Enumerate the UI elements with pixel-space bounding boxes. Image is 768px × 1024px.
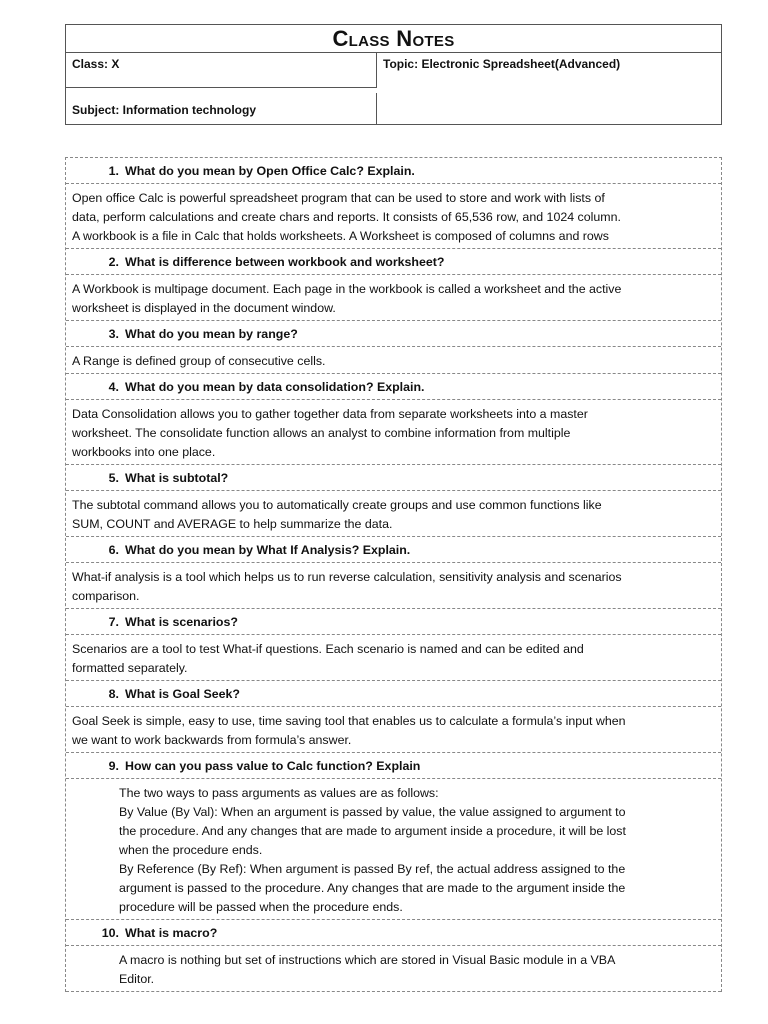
question-row: [66, 920, 721, 946]
answer-line: SUM, COUNT and AVERAGE to help summarize the data.: [72, 517, 393, 531]
question-number: 3.: [108, 327, 119, 341]
answer-line: worksheet. The consolidate function allows an analyst to combine information from multiple: [72, 426, 571, 440]
answer-cell: [66, 347, 721, 374]
question-text: What is scenarios?: [125, 615, 238, 629]
answer-line: By Value (By Val): When an argument is passed by value, the value assigned to argument to: [119, 805, 626, 819]
answer-line: Data Consolidation allows you to gather together data from separate worksheets into a master: [72, 407, 588, 421]
question-row: [66, 465, 721, 491]
answer-cell: [66, 400, 721, 465]
answer-cell: [66, 779, 721, 920]
answer-line: workbooks into one place.: [72, 445, 216, 459]
class-label: Class: X: [66, 53, 377, 88]
question-row: [66, 681, 721, 707]
question-row: [66, 374, 721, 400]
topic-label: Topic: Electronic Spreadsheet(Advanced): [383, 57, 621, 71]
answer-cell: [66, 275, 721, 321]
question-text: What is macro?: [125, 926, 218, 940]
answer-line: formatted separately.: [72, 661, 188, 675]
question-number: 4.: [108, 380, 119, 394]
question-number: 1.: [108, 164, 119, 178]
answer-line: A Workbook is multipage document. Each page in the workbook is called a worksheet and the active: [72, 282, 622, 296]
question-number: 8.: [108, 687, 119, 701]
question-row: [66, 753, 721, 779]
answer-line: The subtotal command allows you to automatically create groups and use common functions like: [72, 498, 602, 512]
answer-cell: [66, 491, 721, 537]
answer-line: A macro is nothing but set of instructions which are stored in Visual Basic module in a VBA: [119, 953, 616, 967]
answer-line: By Reference (By Ref): When argument is passed By ref, the actual address assigned to the: [119, 862, 626, 876]
question-row: [66, 249, 721, 275]
question-row: [66, 609, 721, 635]
question-number: 6.: [108, 543, 119, 557]
question-number: 10.: [101, 926, 119, 940]
answer-line: A Range is defined group of consecutive cells.: [72, 354, 326, 368]
subject-label: Subject: Information technology: [66, 93, 377, 124]
answer-line: Open office Calc is powerful spreadsheet program that can be used to store and work with lists of: [72, 191, 605, 205]
answer-line: The two ways to pass arguments as values are as follows:: [119, 786, 439, 800]
answer-line: the procedure. And any changes that are made to argument inside a procedure, it will be lost: [119, 824, 626, 838]
question-text: What do you mean by data consolidation? Explain.: [125, 380, 425, 394]
question-row: [66, 158, 721, 184]
question-number: 5.: [108, 471, 119, 485]
answer-cell: [66, 635, 721, 681]
answer-line: we want to work backwards from formula’s answer.: [72, 733, 352, 747]
question-number: 2.: [108, 255, 119, 269]
question-number: 9.: [108, 759, 119, 773]
answer-line: comparison.: [72, 589, 140, 603]
question-text: What is subtotal?: [125, 471, 229, 485]
question-text: How can you pass value to Calc function? Explain: [125, 759, 421, 773]
answer-line: worksheet is displayed in the document window.: [72, 301, 336, 315]
answer-line: procedure will be passed when the procedure ends.: [119, 900, 403, 914]
answer-line: argument is passed to the procedure. Any changes that are made to the argument inside the: [119, 881, 626, 895]
question-text: What do you mean by What If Analysis? Explain.: [125, 543, 411, 557]
question-row: [66, 321, 721, 347]
answer-line: A workbook is a file in Calc that holds worksheets. A Worksheet is composed of columns and rows: [72, 229, 609, 243]
question-text: What is Goal Seek?: [125, 687, 240, 701]
question-row: [66, 537, 721, 563]
header-table: [65, 24, 722, 125]
answer-cell: [66, 946, 721, 992]
answer-line: when the procedure ends.: [119, 843, 263, 857]
answer-line: Goal Seek is simple, easy to use, time saving tool that enables us to calculate a formula’s input when: [72, 714, 626, 728]
answer-cell: [66, 184, 721, 249]
question-text: What do you mean by range?: [125, 327, 298, 341]
answer-cell: [66, 563, 721, 609]
question-text: What do you mean by Open Office Calc? Explain.: [125, 164, 415, 178]
question-number: 7.: [108, 615, 119, 629]
answer-line: What-if analysis is a tool which helps us to run reverse calculation, sensitivity analysis and scenarios: [72, 570, 622, 584]
answer-line: Editor.: [119, 972, 155, 986]
answer-cell: [66, 707, 721, 753]
question-text: What is difference between workbook and worksheet?: [125, 255, 445, 269]
answer-line: Scenarios are a tool to test What-if questions. Each scenario is named and can be edited and: [72, 642, 584, 656]
qa-table: [65, 157, 722, 992]
answer-line: data, perform calculations and create chars and reports. It consists of 65,536 row, and 1024 column.: [72, 210, 621, 224]
page-title: Class Notes: [66, 25, 721, 53]
